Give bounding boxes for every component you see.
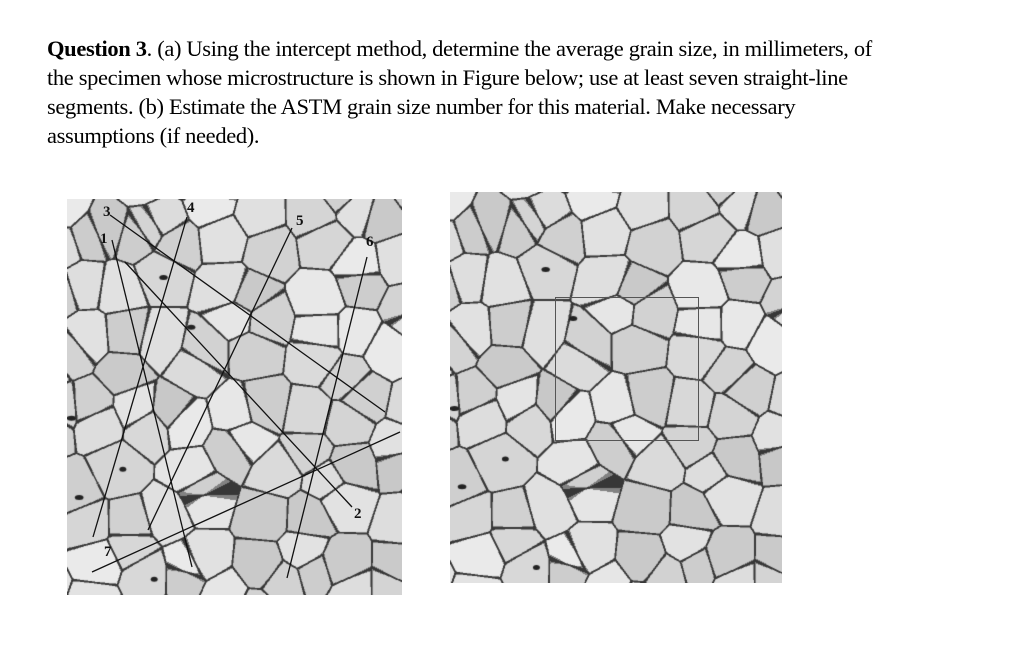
line-label-3: 3 [103,204,111,220]
line-label-6: 6 [366,234,374,250]
line-label-1: 1 [100,231,108,247]
micrograph-with-intercept-lines [67,199,402,595]
intercept-line-7 [92,432,400,572]
question-line-3: segments. (b) Estimate the ASTM grain size number for this material. Make necessary [47,94,796,119]
intercept-line-2 [125,262,352,507]
measurement-square [555,297,699,441]
question-text [47,34,872,150]
line-label-2: 2 [354,506,362,522]
intercept-line-5 [148,228,292,530]
question-line-4: assumptions (if needed). [47,123,260,148]
line-label-7: 7 [104,544,112,560]
question-line-1: Question 3. (a) Using the intercept method, determine the average grain size, in millimeters, of [47,36,872,61]
question-label: Question 3 [47,36,147,61]
line-label-5: 5 [296,213,304,229]
intercept-line-1 [112,240,192,567]
intercept-line-6 [287,257,367,578]
intercept-lines [67,199,402,595]
question-line-2: the specimen whose microstructure is shown in Figure below; use at least seven straight-line [47,65,848,90]
intercept-line-3 [110,215,385,412]
micrograph-plain [450,192,782,583]
line-label-4: 4 [187,200,195,216]
